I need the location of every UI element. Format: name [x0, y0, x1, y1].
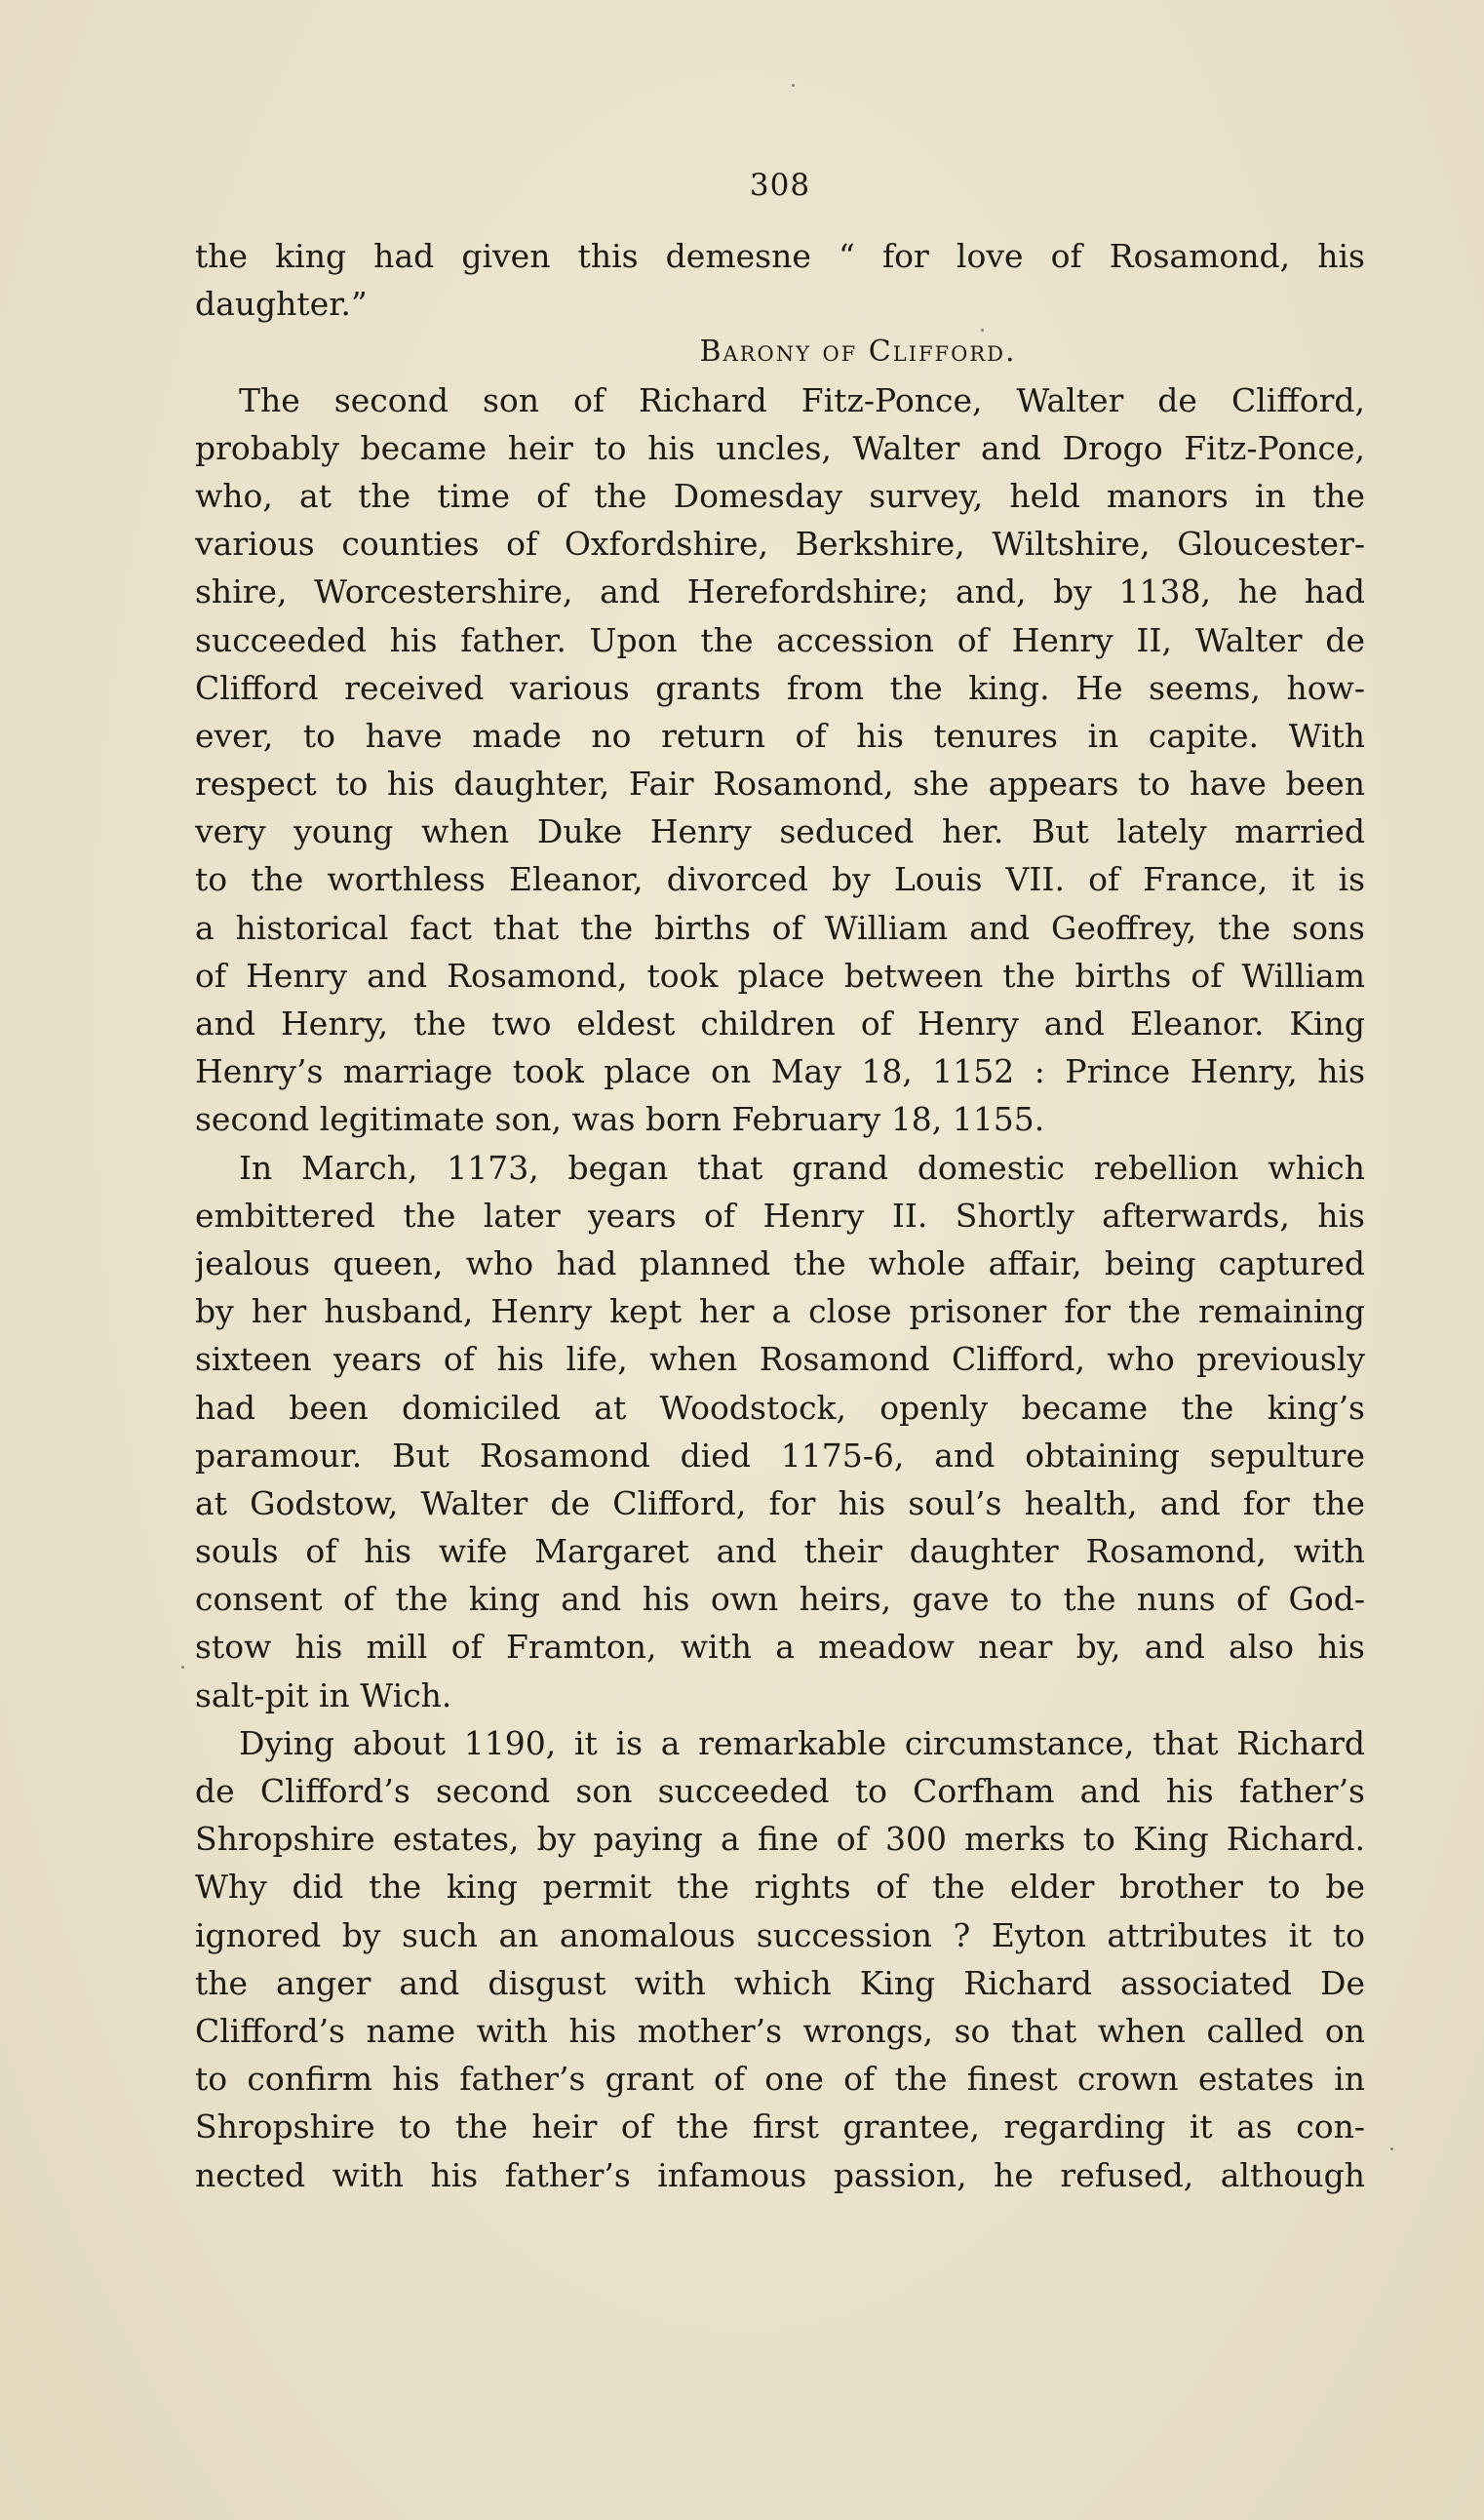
text-line: at Godstow, Walter de Clifford, for his soul’s health, and for the [195, 1483, 1365, 1522]
text-line: the anger and disgust with which King Richard associated De [195, 1963, 1365, 2002]
text-line: Shropshire estates, by paying a fine of 300 merks to King Richard. [195, 1820, 1365, 1859]
text-line: ever, to have made no return of his tenures in capite. With [195, 716, 1365, 755]
speck-mark [1390, 2147, 1393, 2150]
page-text [195, 146, 1365, 2199]
text-line: probably became heir to his uncles, Walter and Drogo Fitz-Ponce, [195, 428, 1365, 467]
text-line: Clifford’s name with his mother’s wrongs, so that when called on [195, 2011, 1365, 2050]
text-line: by her husband, Henry kept her a close prisoner for the remaining [195, 1292, 1365, 1331]
text-line: Henry’s marriage took place on May 18, 1152 : Prince Henry, his [195, 1052, 1365, 1091]
text-line: paramour. But Rosamond died 1175-6, and obtaining sepulture [195, 1436, 1365, 1475]
text-line: to the worthless Eleanor, divorced by Louis VII. of France, it is [195, 860, 1365, 899]
text-line: and Henry, the two eldest children of Henry and Eleanor. King [195, 1004, 1365, 1043]
text-line: who, at the time of the Domesday survey, held manors in the [195, 476, 1365, 515]
text-line: shire, Worcestershire, and Herefordshire; and, by 1138, he had [195, 572, 1365, 611]
text-line: souls of his wife Margaret and their daughter Rosamond, with [195, 1532, 1365, 1571]
text-line: Dying about 1190, it is a remarkable circumstance, that Richard [239, 1723, 1365, 1762]
page-number: 308 [749, 168, 811, 203]
text-line: Why did the king permit the rights of the elder brother to be [195, 1868, 1365, 1907]
text-line: had been domiciled at Woodstock, openly became the king’s [195, 1388, 1365, 1427]
text-line: embittered the later years of Henry II. Shortly afterwards, his [195, 1196, 1365, 1235]
text-line: various counties of Oxfordshire, Berkshire, Wiltshire, Gloucester- [195, 525, 1365, 564]
text-line: succeeded his father. Upon the accession of Henry II, Walter de [195, 620, 1365, 659]
text-line: de Clifford’s second son succeeded to Corfham and his father’s [195, 1772, 1365, 1810]
speck-mark [792, 84, 795, 87]
text-line: of Henry and Rosamond, took place between the births of William [195, 956, 1365, 995]
text-line: nected with his father’s infamous passion, he refused, although [195, 2155, 1365, 2194]
text-line: respect to his daughter, Fair Rosamond, she appears to have been [195, 765, 1365, 804]
speck-mark [181, 1666, 184, 1669]
text-line: sixteen years of his life, when Rosamond Clifford, who previously [195, 1340, 1365, 1379]
section-heading: Barony of Clifford. [699, 335, 1017, 370]
text-line: very young when Duke Henry seduced her. But lately married [195, 812, 1365, 851]
text-line: Shropshire to the heir of the first grantee, regarding it as con- [195, 2107, 1365, 2146]
text-line: second legitimate son, was born February 18, 1155. [195, 1100, 1045, 1139]
text-line: The second son of Richard Fitz-Ponce, Walter de Clifford, [239, 380, 1365, 419]
text-line: stow his mill of Framton, with a meadow near by, and also his [195, 1628, 1365, 1667]
text-line: jealous queen, who had planned the whole affair, being captured [195, 1243, 1365, 1282]
text-line: salt-pit in Wich. [195, 1675, 452, 1714]
text-line: In March, 1173, began that grand domestic rebellion which [239, 1148, 1365, 1187]
text-line: to confirm his father’s grant of one of the finest crown estates in [195, 2060, 1365, 2099]
text-line: the king had given this demesne “ for love of Rosamond, his [195, 237, 1365, 275]
text-line: Clifford received various grants from the king. He seems, how- [195, 668, 1365, 707]
text-line: ignored by such an anomalous succession ? Eyton attributes it to [195, 1915, 1365, 1954]
text-line: consent of the king and his own heirs, gave to the nuns of God- [195, 1580, 1365, 1619]
text-line: daughter.” [195, 285, 368, 324]
text-line: a historical fact that the births of William and Geoffrey, the sons [195, 908, 1365, 947]
